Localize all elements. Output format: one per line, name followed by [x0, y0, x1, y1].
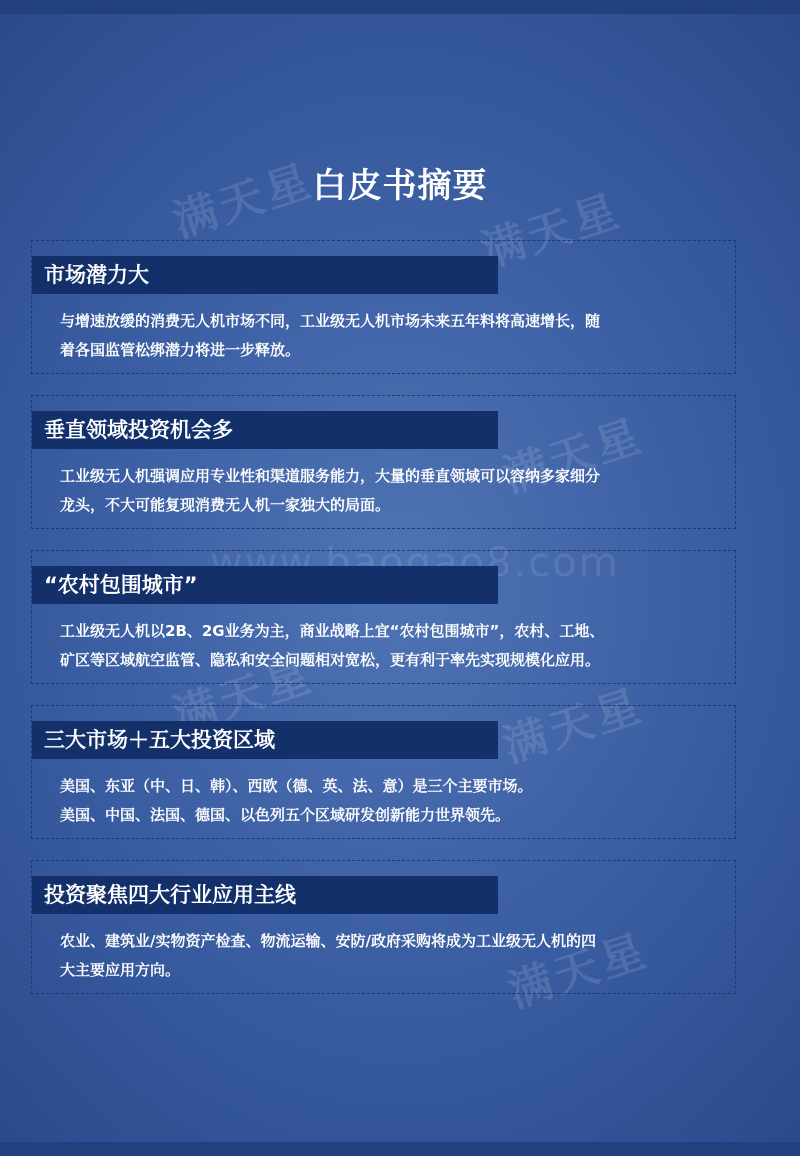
section-markets-regions: [31, 705, 736, 839]
section-body: [60, 617, 710, 675]
watermark-logo: 满天星: [167, 154, 320, 248]
section-text-line: 农业、建筑业/实物资产检查、物流运输、安防/政府采购将成为工业级无人机的四: [60, 932, 596, 950]
section-market-potential: [31, 240, 736, 374]
section-heading: “农村包围城市”: [32, 566, 498, 604]
watermark-logo: 满天星: [475, 184, 628, 278]
section-text-line: 龙头，不大可能复现消费无人机一家独大的局面。: [60, 496, 391, 514]
section-text-line: 着各国监管松绑潜力将进一步释放。: [60, 341, 301, 359]
section-text-line: 工业级无人机强调应用专业性和渠道服务能力，大量的垂直领域可以容纳多家细分: [60, 467, 601, 485]
section-body: [60, 772, 710, 830]
section-heading: 垂直领域投资机会多: [32, 411, 498, 449]
section-text-line: 矿区等区域航空监管、隐私和安全问题相对宽松，更有利于率先实现规模化应用。: [60, 651, 601, 669]
section-vertical-investment: [31, 395, 736, 529]
watermark-logo: 满天星: [497, 679, 650, 773]
section-text-line: 美国、中国、法国、德国、以色列五个区域研发创新能力世界领先。: [60, 806, 511, 824]
section-industry-applications: [31, 860, 736, 994]
watermark-logo: 满天星: [502, 924, 655, 1018]
watermark-url: www.baogao8.com: [210, 540, 620, 586]
section-heading: 市场潜力大: [32, 256, 498, 294]
section-body: [60, 927, 710, 985]
section-text-line: 工业级无人机以2B、2G业务为主，商业战略上宜“农村包围城市”，农村、工地、: [60, 622, 605, 640]
section-rural-strategy: [31, 550, 736, 684]
section-heading: 三大市场＋五大投资区域: [32, 721, 498, 759]
section-text-line: 与增速放缓的消费无人机市场不同，工业级无人机市场未来五年料将高速增长，随: [60, 312, 601, 330]
section-body: [60, 462, 710, 520]
section-heading: 投资聚焦四大行业应用主线: [32, 876, 498, 914]
section-text-line: 大主要应用方向。: [60, 961, 181, 979]
top-band: [0, 0, 800, 14]
bottom-band: [0, 1142, 800, 1156]
watermark-logo: 满天星: [167, 649, 320, 743]
watermark-logo: 满天星: [497, 409, 650, 503]
page-title: 白皮书摘要: [312, 166, 488, 206]
section-body: [60, 307, 710, 365]
section-text-line: 美国、东亚（中、日、韩）、西欧（德、英、法、意）是三个主要市场。: [60, 777, 533, 795]
